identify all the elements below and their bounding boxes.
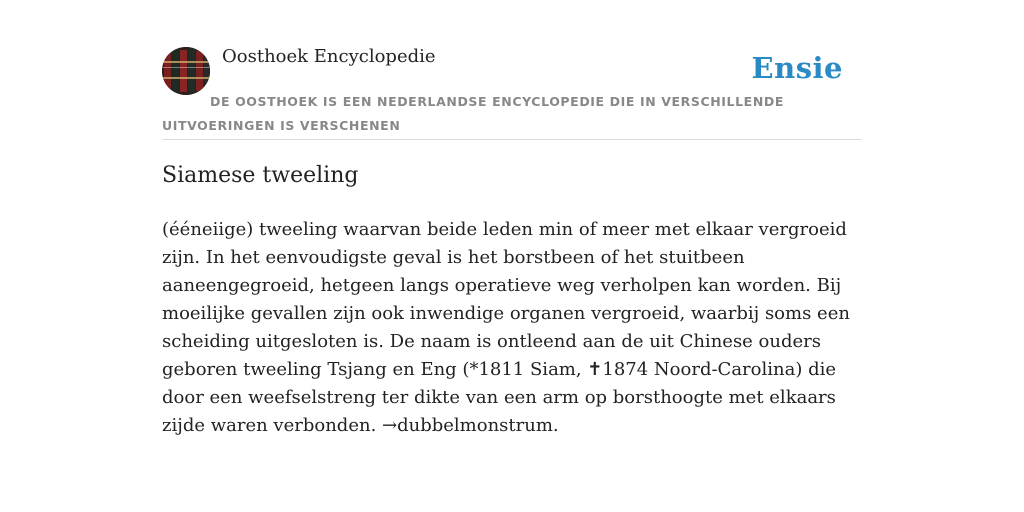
source-title[interactable]: Oosthoek Encyclopedie bbox=[222, 46, 436, 67]
book-spines-icon[interactable] bbox=[162, 47, 210, 95]
entry-title: Siamese tweeling bbox=[162, 163, 359, 188]
page bbox=[162, 0, 862, 436]
brand-logo[interactable]: Ensie bbox=[751, 51, 843, 85]
entry-body bbox=[162, 216, 862, 440]
entry-text: (ééneiige) tweeling waarvan beide leden min of meer met elkaar vergroeid zijn. In het eenvoudigste geval is het borstbeen of het stuitbeen aaneengegroeid, hetgeen langs operatieve weg verholpen kan worden. Bij moeilijke gevallen zijn ook inwendige organen vergroeid, waarbij soms een scheiding uitgesloten is. De naam is ontleend aan de uit Chinese ouders geboren tweeling Tsjang en Eng (*1811 Siam, ✝1874 Noord-Carolina) die door een weefselstreng ter dikte van een arm op borsthoogte met elkaars zijde waren verbonden. bbox=[162, 219, 850, 436]
source-description: DE OOSTHOEK IS EEN NEDERLANDSE ENCYCLOPEDIE DIE IN VERSCHILLENDE UITVOERINGEN IS VERSCHENEN bbox=[162, 94, 784, 133]
source-header bbox=[162, 0, 862, 140]
cross-reference-link[interactable]: →dubbelmonstrum. bbox=[382, 415, 559, 436]
